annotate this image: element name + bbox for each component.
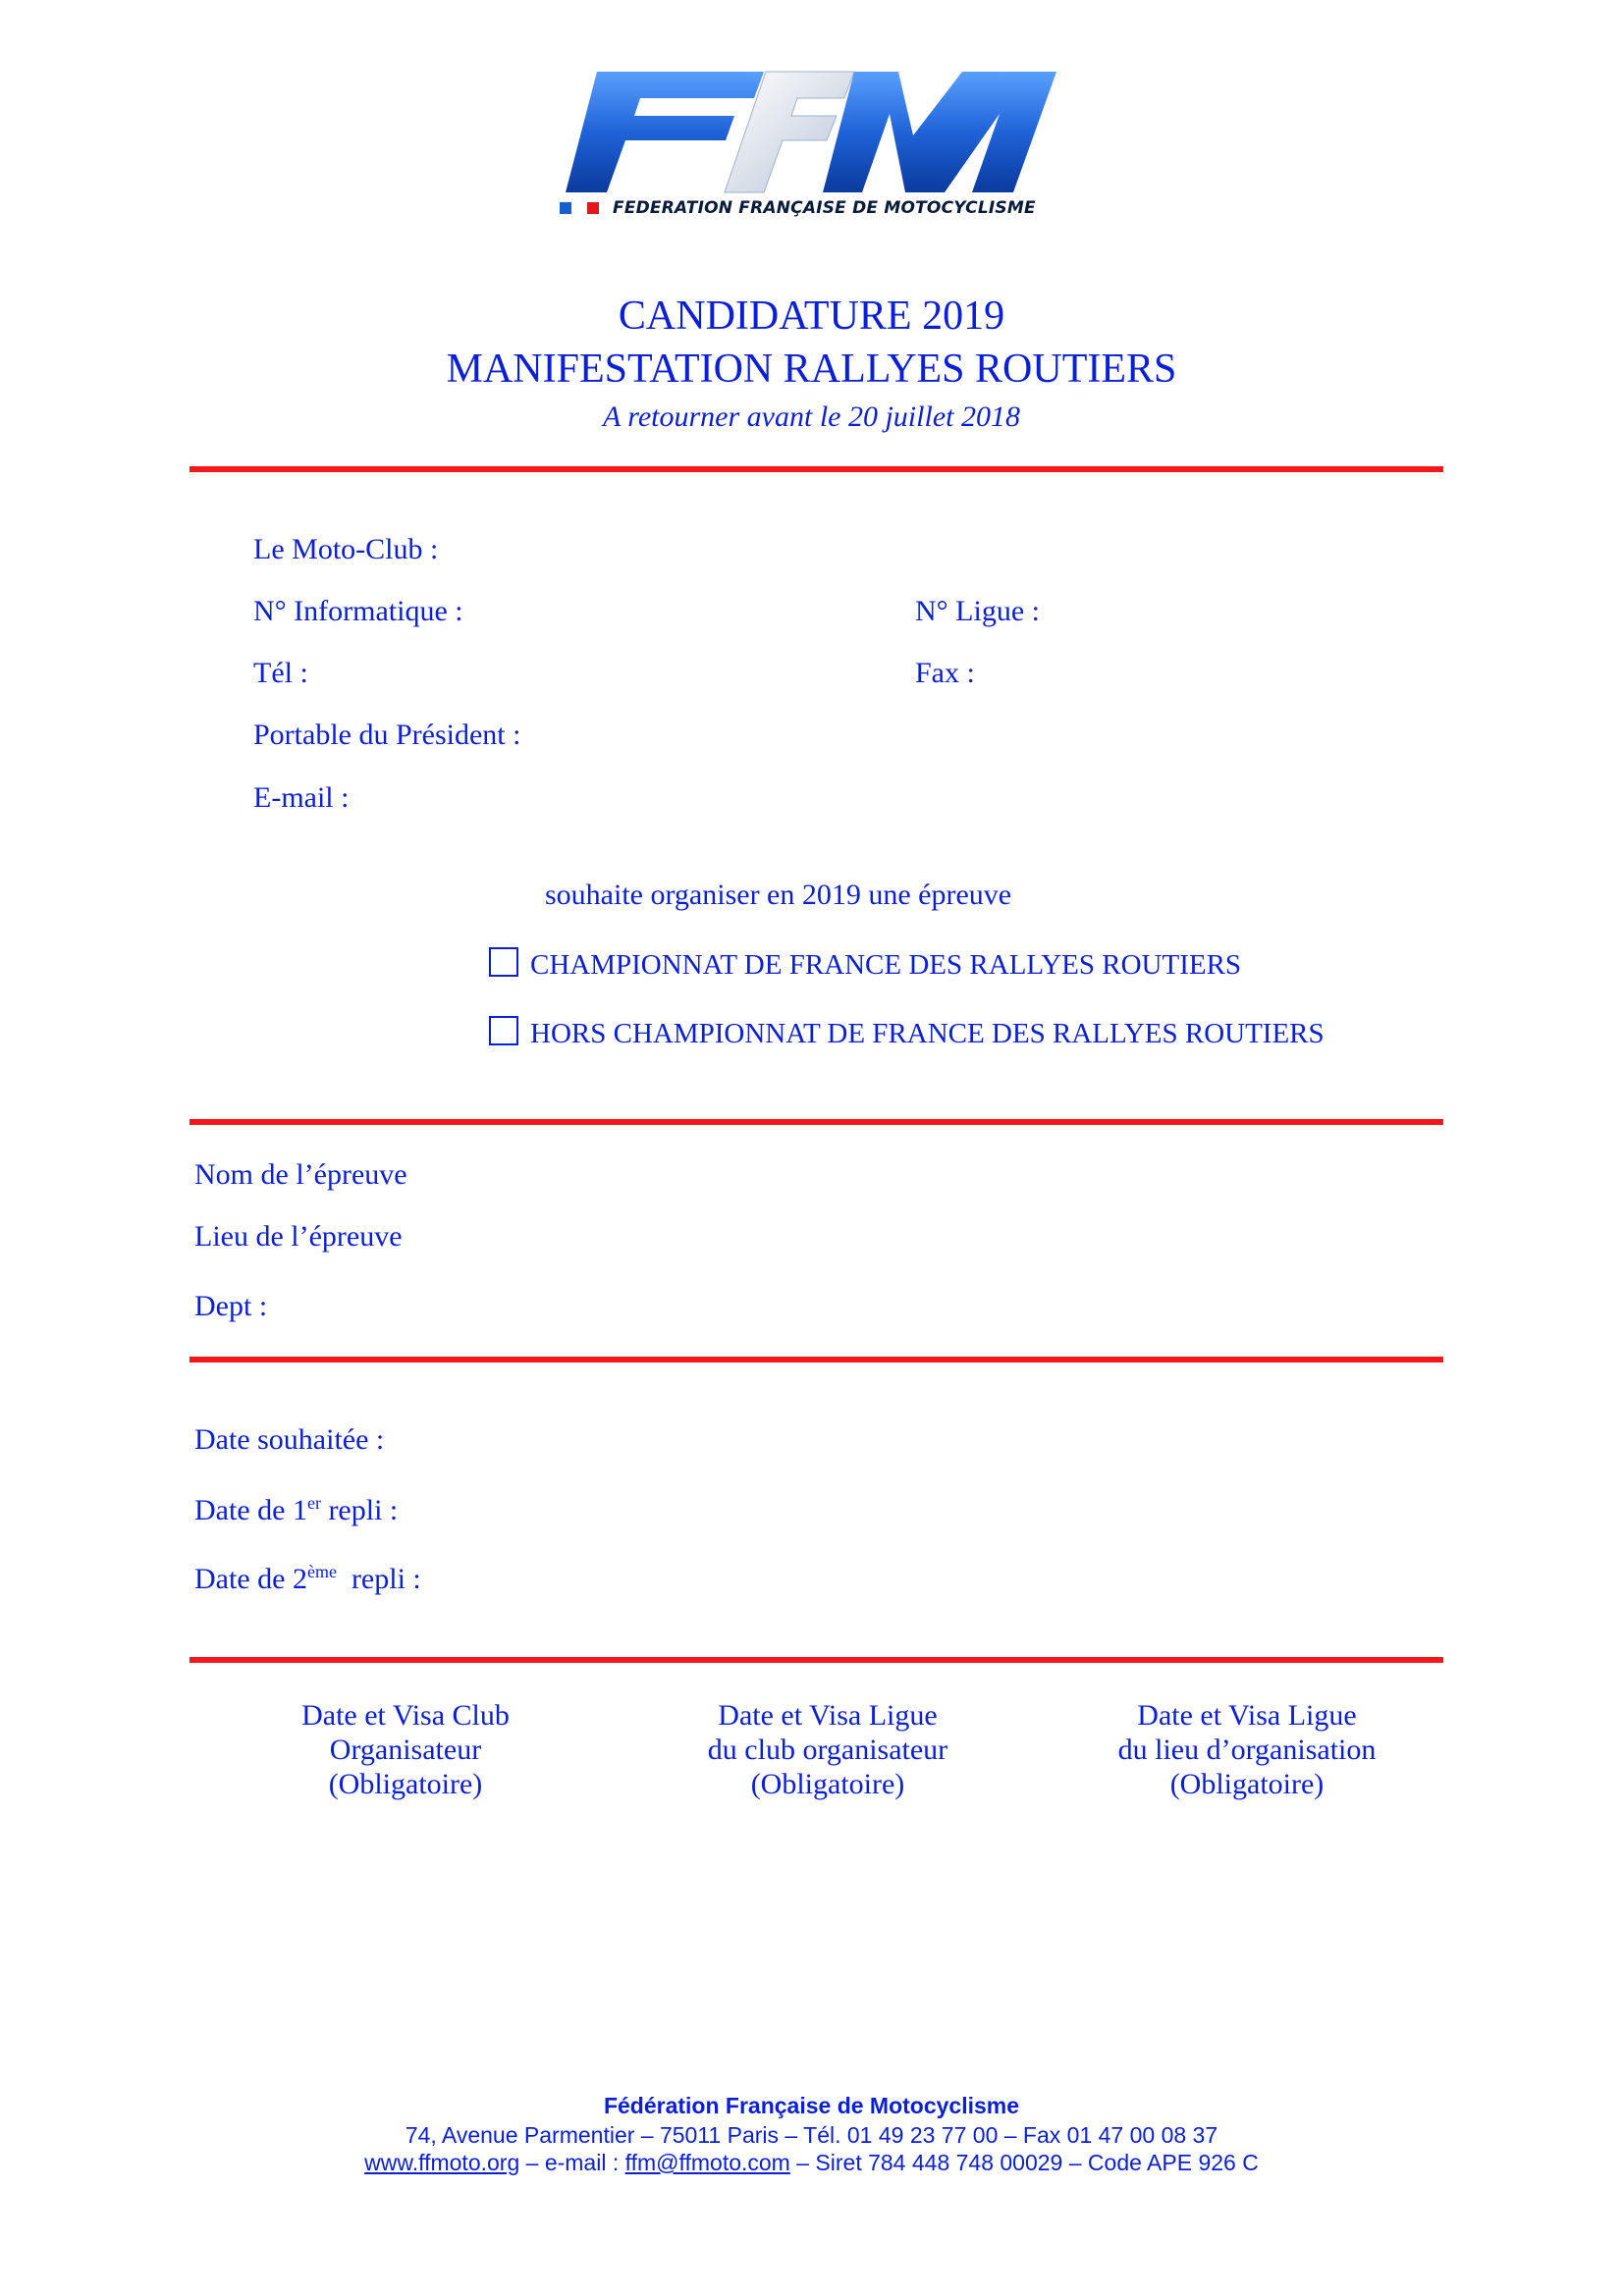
ffm-logo-graphic: [560, 67, 1060, 194]
checkbox-championnat[interactable]: [489, 947, 518, 977]
portable-label: Portable du Président :: [253, 719, 521, 751]
visa-club: Date et Visa Club Organisateur (Obligatoire): [301, 1699, 510, 1800]
logo-subtitle: FEDERATION FRANÇAISE DE MOTOCYCLISME: [613, 198, 1036, 218]
title-line1: CANDIDATURE 2019: [618, 294, 1005, 339]
option-championnat[interactable]: [489, 947, 1241, 982]
divider-4: [189, 1657, 1443, 1663]
nom-epreuve-label: Nom de l’épreuve: [194, 1158, 407, 1191]
no-ligue-label: N° Ligue :: [915, 595, 1040, 627]
divider-1: [189, 466, 1443, 472]
wish-text: souhaite organiser en 2019 une épreuve: [545, 879, 1012, 911]
website-link[interactable]: www.ffmoto.org: [364, 2150, 520, 2175]
footer-address: 74, Avenue Parmentier – 75011 Paris – Tél. 01 49 23 77 00 – Fax 01 47 00 08 37: [405, 2122, 1218, 2148]
deadline-note: A retourner avant le 20 juillet 2018: [603, 400, 1020, 433]
lieu-epreuve-label: Lieu de l’épreuve: [194, 1220, 403, 1253]
date-repli1-label: Date de 1er repli :: [194, 1493, 399, 1526]
no-informatique-label: N° Informatique :: [253, 595, 463, 627]
divider-3: [189, 1357, 1443, 1362]
flag-blue-square: [560, 202, 571, 214]
ffm-logo: [560, 67, 1060, 229]
footer-contact: www.ffmoto.org – e-mail : ffm@ffmoto.com – Siret 784 448 748 00029 – Code APE 926 C: [364, 2150, 1259, 2175]
option-hors-championnat[interactable]: [489, 1016, 1325, 1050]
email-link[interactable]: ffm@ffmoto.com: [624, 2150, 790, 2175]
option-championnat-label: CHAMPIONNAT DE FRANCE DES RALLYES ROUTIERS: [530, 949, 1242, 981]
email-label: E-mail :: [253, 781, 350, 814]
dept-label: Dept :: [194, 1290, 268, 1322]
footer-org: Fédération Française de Motocyclisme: [603, 2093, 1020, 2118]
date-repli2-label: Date de 2ème repli :: [194, 1562, 421, 1595]
title-line2: MANIFESTATION RALLYES ROUTIERS: [446, 347, 1177, 392]
flag-red-square: [587, 202, 599, 214]
divider-2: [189, 1119, 1443, 1125]
visa-ligue-lieu: Date et Visa Ligue du lieu d’organisation (Obligatoire): [1117, 1699, 1377, 1800]
checkbox-hors-championnat[interactable]: [489, 1016, 518, 1045]
tel-label: Tél :: [253, 657, 308, 689]
option-hors-championnat-label: HORS CHAMPIONNAT DE FRANCE DES RALLYES ROUTIERS: [530, 1018, 1325, 1049]
visa-ligue-club: Date et Visa Ligue du club organisateur (Obligatoire): [707, 1699, 948, 1800]
date-souhaitee-label: Date souhaitée :: [194, 1423, 385, 1456]
fax-label: Fax :: [915, 657, 975, 689]
moto-club-label: Le Moto-Club :: [253, 533, 439, 565]
